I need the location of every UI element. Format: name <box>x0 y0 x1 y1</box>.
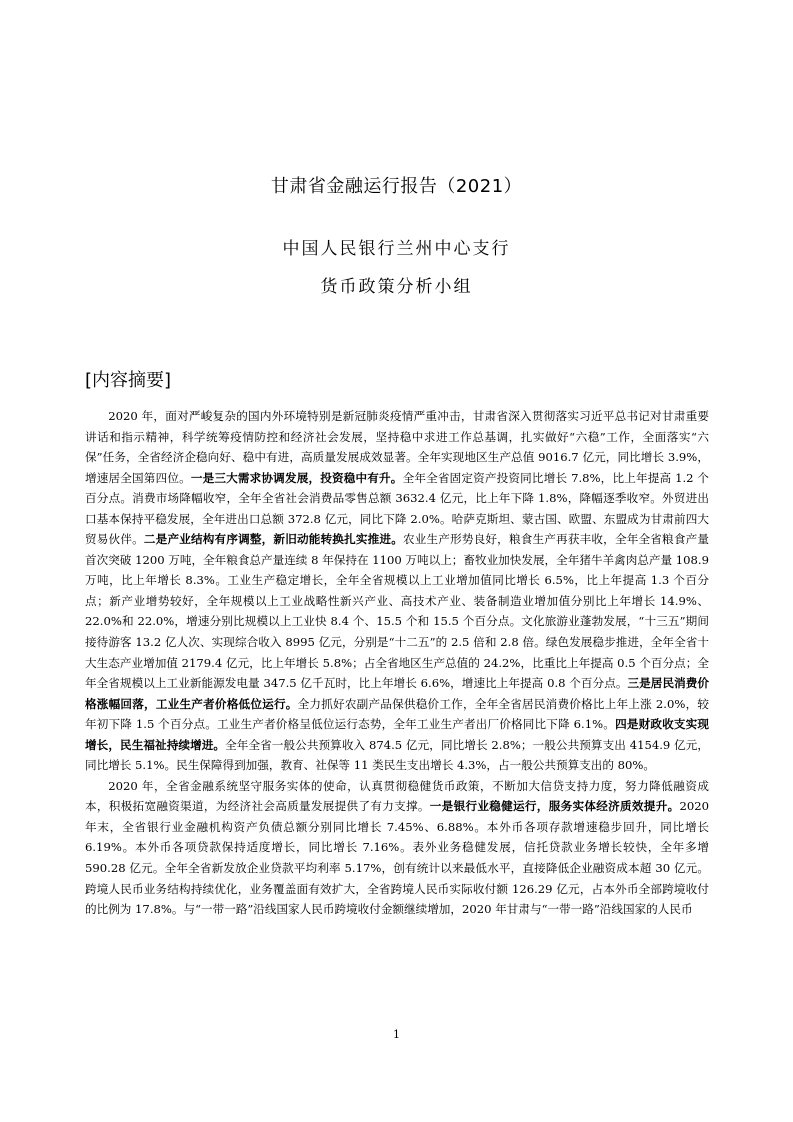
page-number: 1 <box>393 1028 400 1041</box>
author-group: 货币政策分析小组 <box>320 277 473 297</box>
text-span: 全年全省固定资产投资同比增长 7.8%，比上年提高 1.2 个百分点。消费市场降幅收窄，全年全省社会消费品零售总额 3632.4 亿元，比上年下降 1.8%，降幅逐季收窄。外贸进出口基本保持平稳发展，全年进出口总额 372.8 亿元，同比下降 2.0%。哈萨克斯坦、蒙古国、欧盟、东盟成为甘肃前四大贸易伙伴。 <box>85 470 709 547</box>
key-point: 二是产业结构有序调整，新旧动能转换扎实推进。 <box>143 532 403 547</box>
text-span: 2020 年，全省金融系统坚守服务实体的使命，认真贯彻稳健货币政策，不断加大信贷支持力度，努力降低融资成本，积极拓宽融资渠道，为经济社会高质量发展提供了有力支撑。 <box>85 778 709 814</box>
paragraph-economy <box>85 406 709 776</box>
summary-body <box>85 406 709 920</box>
section-heading: [内容摘要] <box>85 370 172 391</box>
text-span: 2020 年末，全省银行业金融机构资产负债总额分别同比增长 7.45%、6.88%。本外币各项存款增速稳步回升，同比增长 6.19%。本外币各项贷款保持适度增长，同比增长 7.16%。表外业务稳健发展，信托贷款业务增长较快，全年多增 590.28 亿元。全年全省新发放企业贷款平均利率 5.17%，创有统计以来最低水平，直接降低企业融资成本超 30 亿元。跨境人民币业务结构持续优化，业务覆盖面有效扩大，全省跨境人民币实际收付额 126.29 亿元，占本外币全部跨境收付的比例为 17.8%。与“一带一路”沿线国家人民币跨境收付金额继续增加，2020 年甘肃与“一带一路”沿线国家的人民币 <box>85 799 709 917</box>
key-point: 一是三大需求协调发展，投资稳中有升。 <box>190 470 403 485</box>
author-organization: 中国人民银行兰州中心支行 <box>282 239 511 259</box>
text-span: 全年全省一般公共预算收入 874.5 亿元，同比增长 2.8%；一般公共预算支出 4154.9 亿元，同比增长 5.1%。民生保障得到加强，教育、社保等 11 类民生支出增长 4.3%，占一般公共预算支出的 80%。 <box>85 737 709 773</box>
key-point: 一是银行业稳健运行，服务实体经济质效提升。 <box>429 799 680 814</box>
text-span: 农业生产形势良好，粮食生产再获丰收，全年全省粮食产量首次突破 1200 万吨，全年粮食总产量连续 8 年保持在 1100 万吨以上；畜牧业加快发展，全年猪牛羊禽肉总产量 108.9 万吨，比上年增长 8.3%。工业生产稳定增长，全年全省规模以上工业增加值同比增长 6.5%，比上年提高 1.3 个百分点；新产业增势较好，全年规模以上工业战略性新兴产业、高技术产业、装备制造业增加值分别比上年增长 14.9%、22.0%和 22.0%，增速分别比规模以上工业快 8.4 个、15.5 个和 15.5 个百分点。文化旅游业蓬勃发展，“十三五”期间接待游客 13.2 亿人次、实现综合收入 8995 亿元，分别是“十二五”的 2.5 倍和 2.8 倍。绿色发展稳步推进，全年全省十大生态产业增加值 2179.4 亿元，比上年增长 5.8%；占全省地区生产总值的 24.2%，比重比上年提高 0.5 个百分点；全年全省规模以上工业新能源发电量 347.5 亿千瓦时，比上年增长 6.6%，增速比上年提高 0.8 个百分点。 <box>85 532 709 691</box>
paragraph-finance <box>85 776 709 920</box>
document-title: 甘肃省金融运行报告（2021） <box>270 176 523 197</box>
text-span: 2020 年，面对严峻复杂的国内外环境特别是新冠肺炎疫情严重冲击，甘肃省深入贯彻落实习近平总书记对甘肃重要讲话和指示精神，科学统筹疫情防控和经济社会发展，坚持稳中求进工作总基调，扎实做好“六稳”工作，全面落实“六保”任务，全省经济企稳向好、稳中有进，高质量发展成效显著。全年实现地区生产总值 9016.7 亿元，同比增长 3.9%，增速居全国第四位。 <box>85 409 709 485</box>
text-span: 全力抓好农副产品保供稳价工作，全年全省居民消费价格比上年上涨 2.0%，较年初下降 1.5 个百分点。工业生产者价格呈低位运行态势，全年工业生产者出厂价格同比下降 6.1%。 <box>85 696 709 732</box>
key-point: 三是居民消费价格涨幅回落，工业生产者价格低位运行。 <box>85 676 709 711</box>
key-point: 四是财政收支实现增长，民生福祉持续增进。 <box>85 717 709 752</box>
